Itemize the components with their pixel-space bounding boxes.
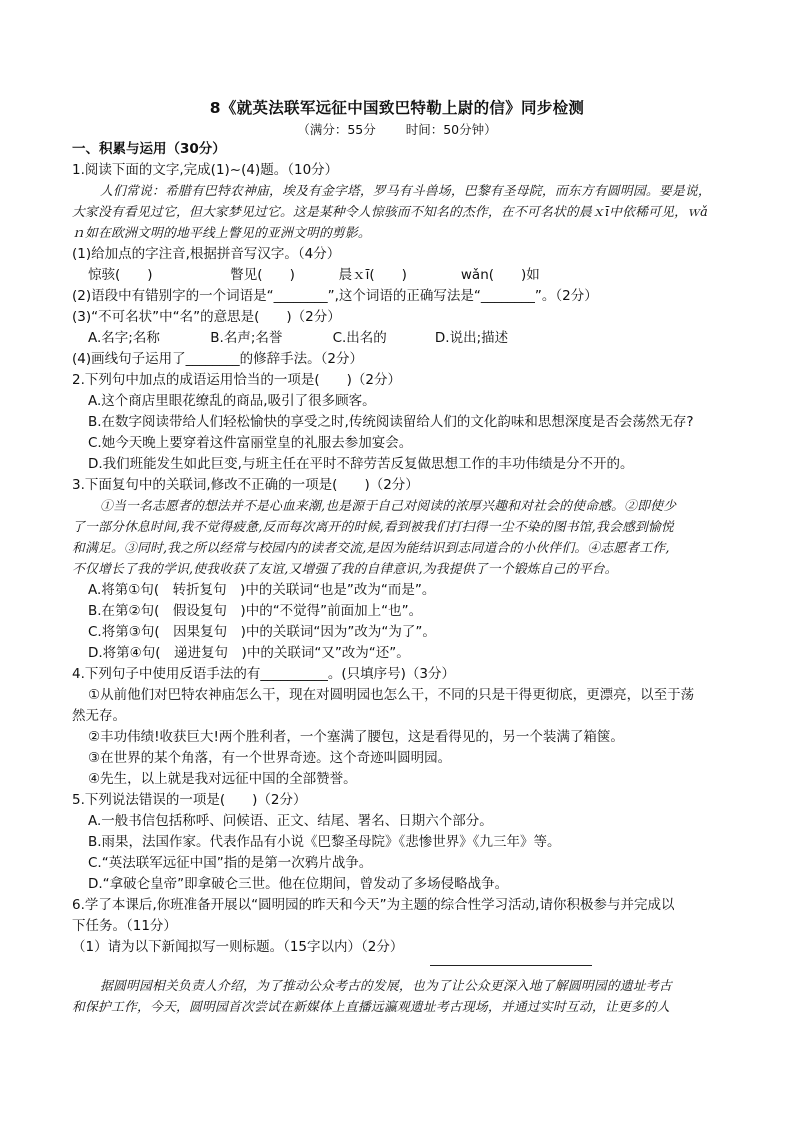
q3-passage-line: 和满足。③同时,我之所以经常与校园内的读者交流,是因为能结识到志同道合的小伙伴们。④志愿者工作, bbox=[72, 541, 670, 556]
question-4-stem: 4.下列句子中使用反语手法的有__________。(只填序号)（3分） bbox=[72, 666, 456, 682]
q4-item: ②丰功伟绩!收获巨大!两个胜利者，一个塞满了腰包，这是看得见的，另一个装满了箱箧。 bbox=[88, 729, 624, 745]
q5-option: D.“拿破仑皇帝”即拿破仑三世。他在位期间，曾发动了多场侵略战争。 bbox=[88, 876, 509, 892]
q6-sub-1: （1）请为以下新闻拟写一则标题。（15字以内）（2分） bbox=[72, 939, 404, 955]
q5-option: A.一般书信包括称呼、问候语、正文、结尾、署名、日期六个部分。 bbox=[88, 813, 493, 829]
question-1-stem: 1.阅读下面的文字,完成(1)~(4)题。（10分） bbox=[72, 162, 339, 178]
option-b: B.名声;名誉 bbox=[210, 330, 283, 346]
q1-sub-4: (4)画线句子运用了________的修辞手法。（2分） bbox=[72, 351, 363, 367]
question-6-stem-continued: 下任务。（11分） bbox=[72, 918, 177, 934]
q4-item-continued: 然无存。 bbox=[72, 708, 126, 724]
pinyin-item: 晨ｘī( ) bbox=[338, 267, 407, 283]
q4-item: ①从前他们对巴特农神庙怎么干，现在对圆明园也怎么干，不同的只是干得更彻底，更漂亮，以至于荡 bbox=[88, 687, 695, 703]
q6-news-line: 和保护工作，今天，圆明园首次尝试在新媒体上直播远瀛观遗址考古现场，并通过实时互动，让更多的人 bbox=[72, 1000, 670, 1015]
q1-sub-2: (2)语段中有错别字的一个词语是“________”,这个词语的正确写法是“________”。（2分） bbox=[72, 288, 598, 304]
q3-option: A.将第①句( 转折复句 )中的关联词“也是”改为“而是”。 bbox=[88, 582, 436, 598]
q4-item: ④先生，以上就是我对远征中国的全部赞誉。 bbox=[88, 771, 357, 787]
q1-sub-3-options bbox=[88, 328, 728, 349]
q3-passage-line: ①当一名志愿者的想法并不是心血来潮,也是源于自己对阅读的浓厚兴趣和对社会的使命感。②即使少 bbox=[100, 499, 677, 514]
q4-item: ③在世界的某个角落，有一个世界奇迹。这个奇迹叫圆明园。 bbox=[88, 750, 452, 766]
q1-passage-line: ｎ如在欧洲文明的地平线上瞥见的亚洲文明的剪影。 bbox=[72, 226, 371, 241]
q1-passage-line: 大家没有看见过它，但大家梦见过它。这是某种令人惊骇而不知名的杰作，在不可名状的晨ｘī中依稀可见，ｗǎ bbox=[72, 205, 708, 220]
q1-sub-1: (1)给加点的字注音,根据拼音写汉字。（4分） bbox=[72, 246, 341, 262]
q3-option: D.将第④句( 递进复句 )中的关联词“又”改为“还”。 bbox=[88, 645, 410, 661]
q5-option: B.雨果，法国作家。代表作品有小说《巴黎圣母院》《悲惨世界》《九三年》等。 bbox=[88, 834, 561, 850]
q6-news-line: 据圆明园相关负责人介绍，为了推动公众考古的发展，也为了让公众更深入地了解圆明园的遗址考古 bbox=[100, 979, 672, 994]
q2-option: A.这个商店里眼花缭乱的商品,吸引了很多顾客。 bbox=[88, 393, 376, 409]
q2-option: D.我们班能发生如此巨变,与班主任在平时不辞劳苦反复做思想工作的丰功伟绩是分不开的。 bbox=[88, 456, 634, 472]
section-heading: 一、积累与运用（30分） bbox=[72, 141, 226, 157]
pinyin-item: 惊骇( ) bbox=[88, 267, 153, 283]
q2-option: B.在数字阅读带给人们轻松愉快的享受之时,传统阅读留给人们的文化韵味和思想深度是否会荡然无存? bbox=[88, 414, 694, 430]
page-title: 8《就英法联军远征中国致巴特勒上尉的信》同步检测 bbox=[209, 99, 585, 117]
full-score: （满分：55分 bbox=[297, 122, 376, 137]
q3-option: B.在第②句( 假设复句 )中的“不觉得”前面加上“也”。 bbox=[88, 603, 423, 619]
q3-passage-line: 了一部分休息时间,我不觉得疲惫,反而每次离开的时候,看到被我们打扫得一尘不染的图书馆,我会感到愉悦 bbox=[72, 520, 674, 535]
question-5-stem: 5.下列说法错误的一项是( )（2分） bbox=[72, 792, 307, 808]
answer-blank-line bbox=[430, 965, 592, 966]
pinyin-item: wǎn( )如 bbox=[460, 267, 540, 283]
q3-passage-line: 不仅增长了我的学识,使我收获了友谊,又增强了我的自律意识,为我提供了一个锻炼自己的平台。 bbox=[72, 562, 618, 577]
question-6-stem: 6.学了本课后,你班准备开展以“圆明园的昨天和今天”为主题的综合性学习活动,请你积极参与并完成以 bbox=[72, 897, 675, 913]
q1-passage-line: 人们常说：希腊有巴特农神庙，埃及有金字塔，罗马有斗兽场，巴黎有圣母院，而东方有圆明园。要是说， bbox=[100, 184, 711, 199]
option-d: D.说出;描述 bbox=[434, 330, 509, 346]
q3-option: C.将第③句( 因果复句 )中的关联词“因为”改为“为了”。 bbox=[88, 624, 436, 640]
question-2-stem: 2.下列句中加点的成语运用恰当的一项是( )（2分） bbox=[72, 372, 402, 388]
question-3-stem: 3.下面复句中的关联词,修改不正确的一项是( )（2分） bbox=[72, 477, 419, 493]
exam-meta bbox=[0, 120, 794, 138]
q2-option: C.她今天晚上要穿着这件富丽堂皇的礼服去参加宴会。 bbox=[88, 435, 413, 451]
q1-pinyin-row bbox=[88, 265, 728, 286]
q5-option: C.“英法联军远征中国”指的是第一次鸦片战争。 bbox=[88, 855, 373, 871]
exam-time: 时间：50分钟） bbox=[405, 122, 497, 137]
option-c: C.出名的 bbox=[332, 330, 387, 346]
option-a: A.名字;名称 bbox=[88, 330, 160, 346]
q1-sub-3: (3)“不可名状”中“名”的意思是( )（2分） bbox=[72, 309, 341, 325]
pinyin-item: 瞥见( ) bbox=[230, 267, 295, 283]
